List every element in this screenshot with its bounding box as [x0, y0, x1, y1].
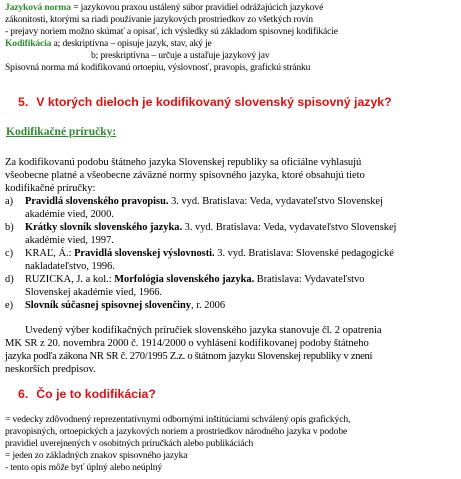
- definition-line-3: pravidiel uverejnených v osobitných príručkách alebo publikáciách: [5, 438, 254, 449]
- list-item-label: e): [5, 300, 14, 311]
- list-item-a-cont: akadémie vied, 2000.: [25, 209, 114, 220]
- heading-5-number: 5.: [18, 95, 29, 109]
- intro-line-6: Spisovná norma má kodifikovanú ortoepiu, výslovnosť, pravopis, grafickú stránku: [5, 62, 311, 73]
- list-item-label: b): [5, 222, 14, 233]
- list-item-author: KRAĽ, Á.:: [25, 248, 75, 259]
- list-item-publisher: 3. vyd. Bratislava: Veda, vydavateľstvo Slovenskej: [182, 222, 397, 233]
- paragraph-2-line-1: Uvedený výber kodifikačných príručiek slovenského jazyka stanovuje čl. 2 opatrenia: [25, 325, 382, 336]
- list-item-b: [5, 222, 396, 235]
- list-item-d-cont: Slovenskej akadémie vied, 1966.: [25, 287, 163, 298]
- definition-line-1: = vedecky zdôvodnený reprezentatívnymi odbornými inštitúciami schválený opis grafických,: [5, 414, 351, 425]
- list-item-e: [5, 300, 225, 313]
- definition-line-4: = jeden zo základných znakov spisovného jazyka: [5, 450, 188, 461]
- subheading-kodifikacne-prirucky: [6, 126, 116, 138]
- paragraph-2-line-4: neskorších predpisov.: [5, 364, 96, 375]
- heading-5-text: V ktorých dieloch je kodifikovaný slovenský spisovný jazyk?: [36, 95, 392, 109]
- intro-line-4: [5, 38, 212, 50]
- list-item-title: Morfológia slovenského jazyka.: [114, 274, 255, 285]
- list-item-d: [5, 274, 364, 287]
- definition-line-2: pravopisných, ortoepických a jazykových noriem a prostriedkov národného jazyka v podobe: [5, 426, 348, 437]
- term-jazykova-norma: Jazyková norma: [5, 2, 71, 13]
- intro-line-1: [5, 2, 323, 14]
- list-item-author: RUZICKA, J. a kol.:: [25, 274, 115, 285]
- list-item-c-cont: nakladateľstvo, 1996.: [25, 261, 115, 272]
- list-item-a: [5, 196, 383, 209]
- list-item-publisher: , r. 2006: [191, 300, 226, 311]
- term-kodifikacia: Kodifikácia: [5, 38, 52, 49]
- heading-6-number: 6.: [18, 387, 29, 401]
- list-item-title: Pravidlá slovenského pravopisu.: [25, 196, 169, 207]
- intro-line-4-text: a; deskriptívna – opisuje jazyk, stav, aký je: [51, 38, 212, 49]
- heading-section-6: [18, 387, 156, 401]
- definition-line-5: - tento opis môže byť úplný alebo neúplný: [5, 462, 163, 473]
- heading-section-5: [18, 95, 392, 109]
- list-item-title: Krátky slovník slovenského jazyka.: [25, 222, 183, 233]
- paragraph-2-line-3: jazyka podľa zákona NR SR č. 270/1995 Z.z. o štátnom jazyku Slovenskej republiky v znení: [5, 351, 373, 362]
- intro-line-3: - prejavy noriem možno skúmať a opisať, ich výsledky sú základom spisovnej kodifikácie: [5, 26, 338, 37]
- paragraph-1-line-3: kodifikačné príručky:: [5, 183, 96, 194]
- heading-6-text: Čo je to kodifikácia?: [36, 387, 156, 401]
- paragraph-1-line-1: Za kodifikovanú podobu štátneho jazyka Slovenskej republiky sa oficiálne vyhlasujú: [5, 157, 362, 168]
- subheading-text: Kodifikačné príručky:: [6, 126, 117, 138]
- list-item-title: Pravidlá slovenskej výslovnosti.: [74, 248, 215, 259]
- intro-line-2: zákonitosti, ktorými sa riadi používanie jazykových prostriedkov zo všetkých rovín: [5, 14, 313, 25]
- list-item-c: [5, 248, 394, 261]
- list-item-title: Slovník súčasnej spisovnej slovenčiny: [25, 300, 191, 311]
- list-item-publisher: 3. vyd. Bratislava: Slovenské pedagogické: [214, 248, 394, 259]
- list-item-label: a): [5, 196, 14, 207]
- intro-line-1-text: = jazykovou praxou ustálený súbor pravidiel odrážajúcich jazykové: [70, 2, 324, 13]
- list-item-b-cont: akadémie vied, 1997.: [25, 235, 114, 246]
- list-item-publisher: 3. vyd. Bratislava: Veda, vydavateľstvo Slovenskej: [168, 196, 383, 207]
- list-item-label: c): [5, 248, 14, 259]
- list-item-publisher: Bratislava: Vydavateľstvo: [254, 274, 365, 285]
- paragraph-2-line-2: MK SR z 20. novembra 2000 č. 1914/2000 o vyhlásení kodifikovanej podoby štátneho: [5, 338, 369, 349]
- list-item-label: d): [5, 274, 14, 285]
- paragraph-1-line-2: všeobecne platné a všeobecne záväzné normy spisovného jazyka, ktoré obsahujú tieto: [5, 170, 365, 181]
- intro-line-5: b; preskriptívna – určuje a ustaľuje jazykový jav: [91, 50, 270, 61]
